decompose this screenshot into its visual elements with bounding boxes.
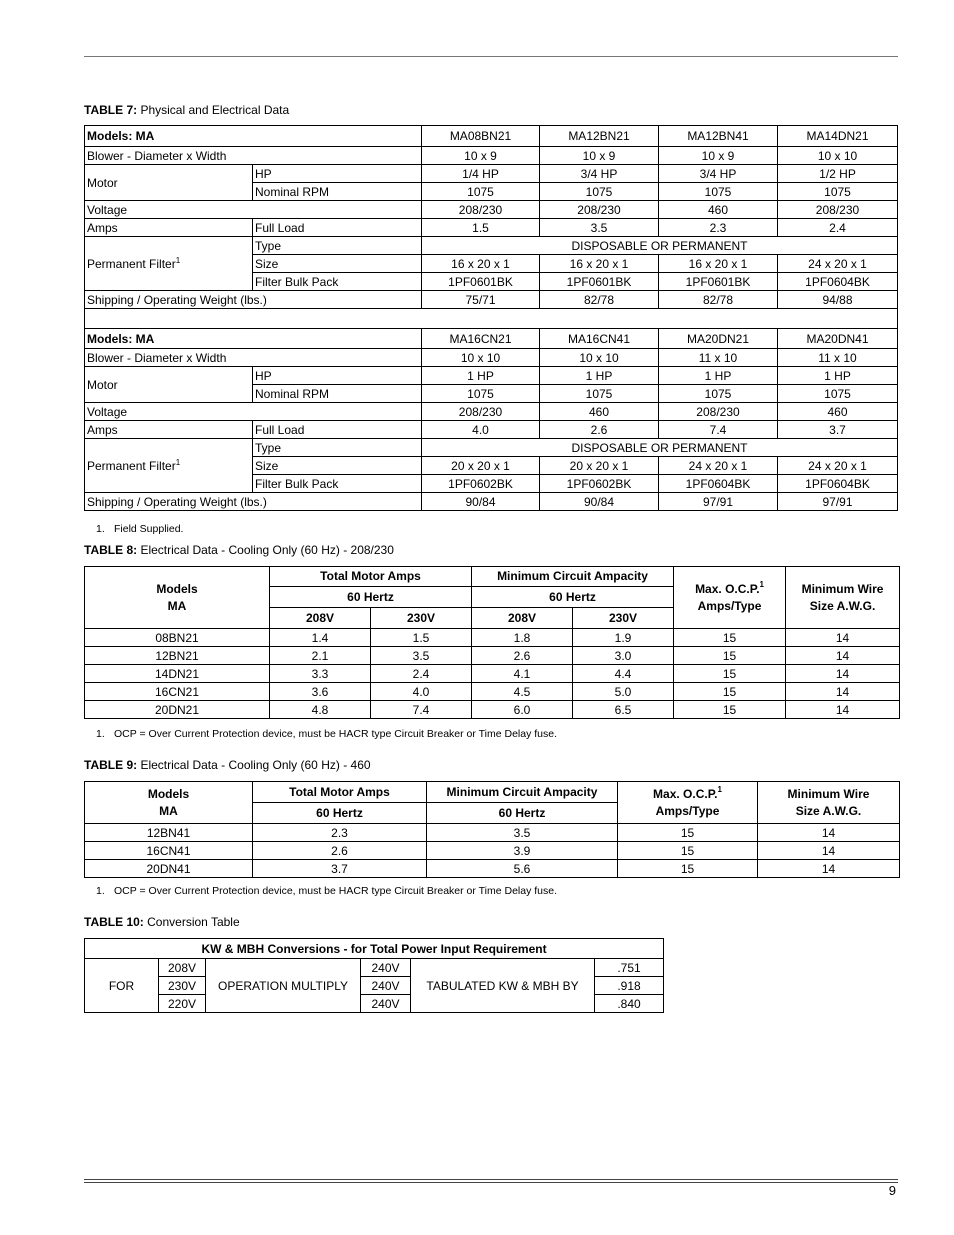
model-cell: MA16CN41 — [540, 329, 659, 349]
blower-label: Blower - Diameter x Width — [85, 147, 422, 165]
hp-cell: 3/4 HP — [659, 165, 778, 183]
rpm-cell: 1075 — [778, 183, 898, 201]
table7 — [84, 125, 898, 511]
cell: 3.3 — [270, 665, 371, 683]
table9-caption-label: TABLE 9: — [84, 758, 138, 772]
type-value: DISPOSABLE OR PERMANENT — [422, 237, 898, 255]
page-number: 9 — [888, 1183, 896, 1198]
table7-models-row — [85, 329, 898, 349]
bottom-rule — [84, 1179, 898, 1180]
rpm-cell: 1075 — [540, 183, 659, 201]
bulk-cell: 1PF0604BK — [778, 475, 898, 493]
models-label: Models: MA — [85, 329, 422, 349]
footnote-number: 1. — [96, 885, 105, 897]
table9-header-row — [85, 782, 900, 803]
cell: 15 — [618, 860, 758, 878]
table-row — [85, 959, 664, 977]
weight-cell: 90/84 — [540, 493, 659, 511]
wire-header — [758, 782, 900, 824]
table10-caption-text: Conversion Table — [147, 915, 240, 929]
volt-cell: 208V — [159, 959, 206, 977]
cell: 12BN41 — [85, 824, 253, 842]
cell: 7.4 — [371, 701, 472, 719]
weight-cell: 90/84 — [422, 493, 540, 511]
table7-caption — [84, 103, 289, 117]
hz-header: 60 Hertz — [270, 587, 472, 608]
cell: 2.6 — [253, 842, 427, 860]
blower-label: Blower - Diameter x Width — [85, 349, 422, 367]
table7-caption-text: Physical and Electrical Data — [140, 103, 290, 117]
cell: 16CN41 — [85, 842, 253, 860]
type-label: Type — [253, 237, 422, 255]
cell: 4.5 — [472, 683, 573, 701]
base-volt-cell: 240V — [361, 959, 411, 977]
table7-hp-row — [85, 165, 898, 183]
table10 — [84, 938, 664, 1013]
table8 — [84, 566, 900, 719]
fullload-label: Full Load — [253, 219, 422, 237]
blower-cell: 10 x 10 — [540, 349, 659, 367]
voltage-label: Voltage — [85, 201, 422, 219]
models-label: Models: MA — [85, 126, 422, 147]
ma-header-text: MA — [167, 598, 187, 613]
hp-label: HP — [253, 165, 422, 183]
bulk-label: Filter Bulk Pack — [253, 273, 422, 291]
wire-header — [786, 567, 900, 629]
cell: 20DN21 — [85, 701, 270, 719]
size-cell: 24 x 20 x 1 — [778, 457, 898, 475]
voltage-cell: 208/230 — [422, 201, 540, 219]
cell: 14DN21 — [85, 665, 270, 683]
size-cell: 20 x 20 x 1 — [540, 457, 659, 475]
footnote-text: OCP = Over Current Protection device, must be HACR type Circuit Breaker or Time Delay fuse. — [114, 728, 558, 740]
ocp-header-text2: Amps/Type — [655, 803, 720, 818]
table8-caption-label: TABLE 8: — [84, 543, 138, 557]
cell: 2.3 — [253, 824, 427, 842]
table-row — [85, 701, 900, 719]
wire-header-text: Minimum Wire — [787, 787, 870, 802]
weight-cell: 94/88 — [778, 291, 898, 309]
cell: 5.6 — [427, 860, 618, 878]
table7-amps-row — [85, 421, 898, 439]
model-cell: MA20DN41 — [778, 329, 898, 349]
model-cell: MA12BN41 — [659, 126, 778, 147]
cell: 3.6 — [270, 683, 371, 701]
table9-caption-text: Electrical Data - Cooling Only (60 Hz) - 460 — [140, 758, 371, 772]
bulk-cell: 1PF0601BK — [540, 273, 659, 291]
bottom-rule — [84, 1182, 898, 1183]
cell: 1.8 — [472, 629, 573, 647]
weight-cell: 82/78 — [540, 291, 659, 309]
cell: 15 — [674, 629, 786, 647]
filter-label — [85, 237, 253, 291]
v208-header: 208V — [472, 608, 573, 629]
table-row — [85, 665, 900, 683]
cell: 14 — [786, 701, 900, 719]
cell: 16CN21 — [85, 683, 270, 701]
table7-voltage-row — [85, 403, 898, 421]
factor-cell: .751 — [595, 959, 664, 977]
ocp-header-text2: Amps/Type — [697, 598, 762, 613]
size-cell: 16 x 20 x 1 — [659, 255, 778, 273]
voltage-cell: 208/230 — [540, 201, 659, 219]
model-cell: MA14DN21 — [778, 126, 898, 147]
voltage-cell: 460 — [778, 403, 898, 421]
table9-footnote — [96, 885, 557, 897]
hz-header: 60 Hertz — [472, 587, 674, 608]
filter-footnote-mark: 1 — [175, 457, 181, 467]
fullload-cell: 1.5 — [422, 219, 540, 237]
factor-cell: .918 — [595, 977, 664, 995]
voltage-cell: 208/230 — [422, 403, 540, 421]
cell: 14 — [786, 629, 900, 647]
ocp-header-text: Max. O.C.P. — [695, 582, 760, 597]
hp-cell: 1 HP — [540, 367, 659, 385]
rpm-cell: 1075 — [422, 183, 540, 201]
table-row — [85, 647, 900, 665]
table10-caption-label: TABLE 10: — [84, 915, 144, 929]
model-cell: MA12BN21 — [540, 126, 659, 147]
table7-weight-row — [85, 493, 898, 511]
fullload-label: Full Load — [253, 421, 422, 439]
bulk-cell: 1PF0604BK — [659, 475, 778, 493]
motor-label: Motor — [85, 367, 253, 403]
cell: 14 — [758, 860, 900, 878]
blower-cell: 10 x 9 — [540, 147, 659, 165]
table8-footnote — [96, 728, 557, 740]
table8-header-row — [85, 567, 900, 587]
mca-header: Minimum Circuit Ampacity — [427, 782, 618, 803]
cell: 15 — [674, 647, 786, 665]
table9 — [84, 781, 900, 878]
factor-cell: .840 — [595, 995, 664, 1013]
rpm-cell: 1075 — [540, 385, 659, 403]
tabulated-label: TABULATED KW & MBH BY — [411, 959, 595, 1013]
table7-voltage-row — [85, 201, 898, 219]
table8-caption-text: Electrical Data - Cooling Only (60 Hz) - 208/230 — [140, 543, 394, 557]
model-cell: MA08BN21 — [422, 126, 540, 147]
cell: 1.9 — [573, 629, 674, 647]
table7-blower-row — [85, 147, 898, 165]
cell: 15 — [674, 665, 786, 683]
cell: 2.4 — [371, 665, 472, 683]
blower-cell: 10 x 10 — [422, 349, 540, 367]
cell: 1.5 — [371, 629, 472, 647]
size-cell: 20 x 20 x 1 — [422, 457, 540, 475]
fullload-cell: 3.5 — [540, 219, 659, 237]
table7-models-row — [85, 126, 898, 147]
cell: 14 — [786, 647, 900, 665]
footnote-text: Field Supplied. — [114, 523, 184, 535]
cell: 3.0 — [573, 647, 674, 665]
table7-footnote — [96, 523, 183, 535]
table7-weight-row — [85, 291, 898, 309]
size-cell: 24 x 20 x 1 — [778, 255, 898, 273]
mca-header: Minimum Circuit Ampacity — [472, 567, 674, 587]
amps-label: Amps — [85, 421, 253, 439]
wire-header-text2: Size A.W.G. — [795, 803, 862, 818]
weight-label: Shipping / Operating Weight (lbs.) — [85, 291, 422, 309]
model-cell: MA16CN21 — [422, 329, 540, 349]
filter-label — [85, 439, 253, 493]
type-label: Type — [253, 439, 422, 457]
weight-cell: 82/78 — [659, 291, 778, 309]
weight-cell: 97/91 — [778, 493, 898, 511]
cell: 3.7 — [253, 860, 427, 878]
table7-hp-row — [85, 367, 898, 385]
blower-cell: 11 x 10 — [659, 349, 778, 367]
cell: 2.6 — [472, 647, 573, 665]
table7-blower-row — [85, 349, 898, 367]
table7-type-row — [85, 237, 898, 255]
ocp-header — [618, 782, 758, 824]
cell: 2.1 — [270, 647, 371, 665]
size-label: Size — [253, 255, 422, 273]
top-rule — [84, 56, 898, 57]
table9-caption — [84, 758, 371, 772]
filter-label-text: Permanent Filter — [87, 458, 176, 473]
cell: 15 — [674, 701, 786, 719]
blower-cell: 11 x 10 — [778, 349, 898, 367]
footnote-number: 1. — [96, 523, 105, 535]
hp-cell: 1 HP — [659, 367, 778, 385]
voltage-cell: 208/230 — [659, 403, 778, 421]
hp-cell: 1/4 HP — [422, 165, 540, 183]
size-cell: 16 x 20 x 1 — [540, 255, 659, 273]
table10-header-row — [85, 939, 664, 959]
bulk-cell: 1PF0604BK — [778, 273, 898, 291]
volt-cell: 230V — [159, 977, 206, 995]
wire-header-text: Minimum Wire — [801, 582, 884, 597]
hp-cell: 1/2 HP — [778, 165, 898, 183]
table-row — [85, 683, 900, 701]
filter-label-text: Permanent Filter — [87, 256, 176, 271]
voltage-cell: 460 — [540, 403, 659, 421]
cell: 15 — [618, 824, 758, 842]
tma-header: Total Motor Amps — [270, 567, 472, 587]
models-header — [85, 567, 270, 629]
rpm-label: Nominal RPM — [253, 385, 422, 403]
tma-header: Total Motor Amps — [253, 782, 427, 803]
size-cell: 16 x 20 x 1 — [422, 255, 540, 273]
model-cell: MA20DN21 — [659, 329, 778, 349]
cell: 4.4 — [573, 665, 674, 683]
cell: 1.4 — [270, 629, 371, 647]
rpm-cell: 1075 — [659, 385, 778, 403]
rpm-cell: 1075 — [778, 385, 898, 403]
cell: 6.0 — [472, 701, 573, 719]
type-value: DISPOSABLE OR PERMANENT — [422, 439, 898, 457]
volt-cell: 220V — [159, 995, 206, 1013]
fullload-cell: 4.0 — [422, 421, 540, 439]
hp-cell: 1 HP — [422, 367, 540, 385]
conversion-header: KW & MBH Conversions - for Total Power Input Requirement — [85, 939, 664, 959]
cell: 12BN21 — [85, 647, 270, 665]
cell: 5.0 — [573, 683, 674, 701]
size-cell: 24 x 20 x 1 — [659, 457, 778, 475]
hz-header: 60 Hertz — [253, 803, 427, 824]
table7-type-row — [85, 439, 898, 457]
table-row — [85, 860, 900, 878]
v208-header: 208V — [270, 608, 371, 629]
footnote-text: OCP = Over Current Protection device, must be HACR type Circuit Breaker or Time Delay fuse. — [114, 885, 558, 897]
cell: 4.1 — [472, 665, 573, 683]
cell: 08BN21 — [85, 629, 270, 647]
bulk-cell: 1PF0602BK — [540, 475, 659, 493]
wire-header-text2: Size A.W.G. — [809, 598, 876, 613]
hp-cell: 3/4 HP — [540, 165, 659, 183]
ma-header-text: MA — [159, 803, 178, 818]
table-row — [85, 842, 900, 860]
v230-header: 230V — [371, 608, 472, 629]
motor-label: Motor — [85, 165, 253, 201]
table7-amps-row — [85, 219, 898, 237]
base-volt-cell: 240V — [361, 977, 411, 995]
rpm-label: Nominal RPM — [253, 183, 422, 201]
weight-label: Shipping / Operating Weight (lbs.) — [85, 493, 422, 511]
table7-caption-label: TABLE 7: — [84, 103, 138, 117]
voltage-cell: 460 — [659, 201, 778, 219]
bulk-label: Filter Bulk Pack — [253, 475, 422, 493]
table-row — [85, 629, 900, 647]
v230-header: 230V — [573, 608, 674, 629]
ocp-footnote-mark: 1 — [759, 580, 764, 590]
bulk-cell: 1PF0601BK — [659, 273, 778, 291]
weight-cell: 97/91 — [659, 493, 778, 511]
cell: 3.9 — [427, 842, 618, 860]
blower-cell: 10 x 10 — [778, 147, 898, 165]
models-header-text: Models — [156, 582, 198, 597]
voltage-cell: 208/230 — [778, 201, 898, 219]
table10-caption — [84, 915, 240, 929]
blower-cell: 10 x 9 — [659, 147, 778, 165]
fullload-cell: 7.4 — [659, 421, 778, 439]
cell: 20DN41 — [85, 860, 253, 878]
blower-cell: 10 x 9 — [422, 147, 540, 165]
table-row — [85, 824, 900, 842]
models-header — [85, 782, 253, 824]
models-header-text: Models — [147, 787, 190, 802]
ocp-header — [674, 567, 786, 629]
for-label: FOR — [85, 959, 159, 1013]
bulk-cell: 1PF0601BK — [422, 273, 540, 291]
fullload-cell: 2.3 — [659, 219, 778, 237]
rpm-cell: 1075 — [422, 385, 540, 403]
spacer-cell — [85, 309, 898, 329]
ocp-footnote-mark: 1 — [717, 785, 722, 795]
cell: 3.5 — [427, 824, 618, 842]
cell: 3.5 — [371, 647, 472, 665]
voltage-label: Voltage — [85, 403, 422, 421]
operation-label: OPERATION MULTIPLY — [206, 959, 361, 1013]
weight-cell: 75/71 — [422, 291, 540, 309]
filter-footnote-mark: 1 — [175, 255, 181, 265]
hp-label: HP — [253, 367, 422, 385]
cell: 14 — [786, 683, 900, 701]
hp-cell: 1 HP — [778, 367, 898, 385]
cell: 6.5 — [573, 701, 674, 719]
table7-spacer-row — [85, 309, 898, 329]
table8-caption — [84, 543, 394, 557]
cell: 15 — [618, 842, 758, 860]
bulk-cell: 1PF0602BK — [422, 475, 540, 493]
cell: 14 — [758, 824, 900, 842]
fullload-cell: 2.6 — [540, 421, 659, 439]
ocp-header-text: Max. O.C.P. — [653, 787, 718, 802]
fullload-cell: 2.4 — [778, 219, 898, 237]
cell: 15 — [674, 683, 786, 701]
cell: 4.8 — [270, 701, 371, 719]
hz-header: 60 Hertz — [427, 803, 618, 824]
cell: 4.0 — [371, 683, 472, 701]
amps-label: Amps — [85, 219, 253, 237]
cell: 14 — [786, 665, 900, 683]
fullload-cell: 3.7 — [778, 421, 898, 439]
rpm-cell: 1075 — [659, 183, 778, 201]
cell: 14 — [758, 842, 900, 860]
base-volt-cell: 240V — [361, 995, 411, 1013]
footnote-number: 1. — [96, 728, 105, 740]
size-label: Size — [253, 457, 422, 475]
